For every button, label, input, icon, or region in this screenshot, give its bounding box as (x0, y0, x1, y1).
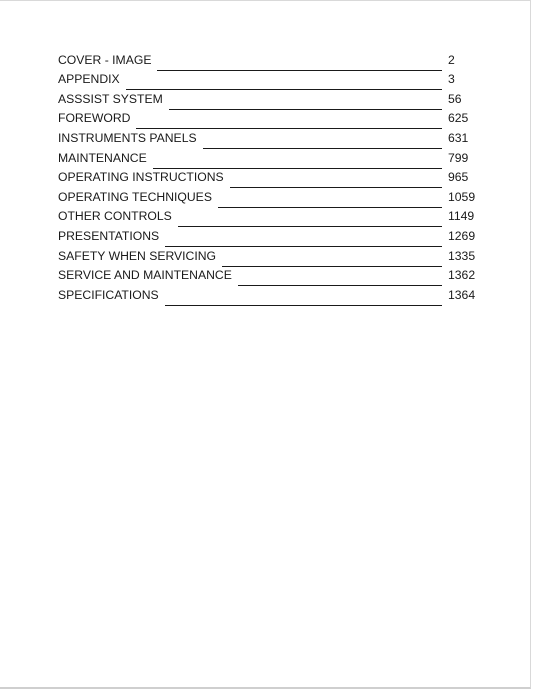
toc-entry-label: PRESENTATIONS (58, 228, 160, 243)
toc-entry-label: OTHER CONTROLS (58, 209, 172, 224)
toc-leader-line (153, 168, 442, 169)
toc-leader-line (157, 70, 442, 71)
toc-entry-page: 1364 (448, 287, 476, 302)
toc-entry-label: SAFETY WHEN SERVICING (58, 248, 217, 263)
toc-entry-label: INSTRUMENTS PANELS (58, 130, 197, 145)
toc-leader-line (178, 226, 442, 227)
toc-leader-line (169, 109, 442, 110)
toc-entry-label: OPERATING INSTRUCTIONS (58, 170, 224, 185)
toc-entry-label: FOREWORD (58, 111, 131, 126)
toc-entry-page: 631 (448, 130, 469, 145)
toc-entry-page: 799 (448, 150, 469, 165)
toc-entry-label: APPENDIX (58, 72, 120, 87)
toc-entry-label: OPERATING TECHNIQUES (58, 189, 212, 204)
toc-entry-label: SERVICE AND MAINTENANCE (58, 268, 232, 283)
toc-entry-page: 1059 (448, 189, 476, 204)
toc-entry-label: SPECIFICATIONS (58, 287, 159, 302)
toc-entry-page: 2 (448, 52, 455, 67)
toc-leader-line (165, 246, 442, 247)
toc-entry-label: ASSSIST SYSTEM (58, 91, 163, 106)
toc-entry-label: COVER - IMAGE (58, 52, 152, 67)
toc-entry-page: 1269 (448, 228, 476, 243)
toc-leader-line (165, 305, 442, 306)
toc-leader-line (136, 128, 442, 129)
toc-entry-cover-image[interactable] (58, 47, 478, 67)
toc-leader-line (203, 148, 442, 149)
toc-entry-page: 3 (448, 72, 455, 87)
toc-leader-line (238, 285, 442, 286)
toc-leader-line (230, 187, 442, 188)
toc-leader-line (222, 266, 442, 267)
toc-entry-page: 1335 (448, 248, 476, 263)
toc-entry-page: 1362 (448, 268, 476, 283)
toc-leader-line (218, 207, 442, 208)
toc-entry-page: 1149 (448, 209, 475, 224)
table-of-contents (58, 47, 478, 302)
toc-entry-label: MAINTENANCE (58, 150, 147, 165)
toc-entry-page: 965 (448, 170, 469, 185)
toc-entry-page: 625 (448, 111, 469, 126)
toc-entry-page: 56 (448, 91, 462, 106)
toc-leader-line (126, 89, 442, 90)
